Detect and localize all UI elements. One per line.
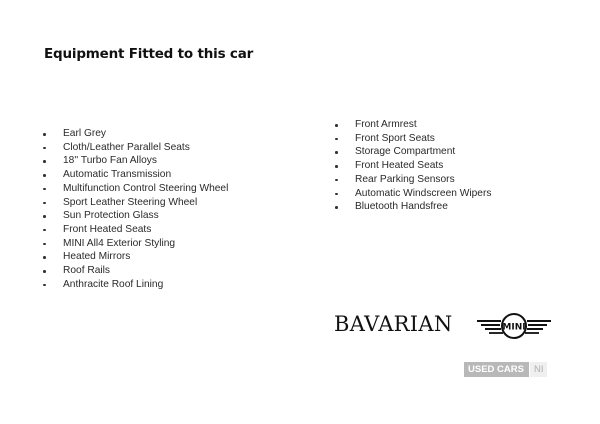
- equipment-item: Anthracite Roof Lining: [43, 278, 228, 292]
- mini-logo-text: MINI: [502, 322, 526, 333]
- equipment-item: Front Heated Seats: [43, 223, 228, 237]
- equipment-item: Heated Mirrors: [43, 250, 228, 264]
- equipment-list-left: [43, 127, 228, 291]
- equipment-item: Front Armrest: [335, 118, 491, 132]
- mini-wings-logo-icon: [475, 312, 553, 340]
- equipment-item: Bluetooth Handsfree: [335, 200, 491, 214]
- equipment-item: Earl Grey: [43, 127, 228, 141]
- equipment-item: Automatic Windscreen Wipers: [335, 187, 491, 201]
- equipment-item: Cloth/Leather Parallel Seats: [43, 141, 228, 155]
- equipment-list-right: [335, 118, 491, 214]
- equipment-item: Sport Leather Steering Wheel: [43, 196, 228, 210]
- equipment-item: MINI All4 Exterior Styling: [43, 237, 228, 251]
- equipment-item: Multifunction Control Steering Wheel: [43, 182, 228, 196]
- equipment-item: Roof Rails: [43, 264, 228, 278]
- equipment-item: Rear Parking Sensors: [335, 173, 491, 187]
- dealer-brand: [334, 312, 564, 342]
- equipment-item: Storage Compartment: [335, 145, 491, 159]
- equipment-item: 18'' Turbo Fan Alloys: [43, 154, 228, 168]
- page-title: Equipment Fitted to this car: [44, 46, 254, 62]
- dealer-name: BAVARIAN: [334, 312, 453, 336]
- used-cars-label: USED CARS: [464, 362, 529, 377]
- equipment-item: Front Sport Seats: [335, 132, 491, 146]
- equipment-item: Sun Protection Glass: [43, 209, 228, 223]
- equipment-item: Automatic Transmission: [43, 168, 228, 182]
- region-label: NI: [529, 362, 548, 377]
- used-cars-badge: [464, 362, 547, 377]
- equipment-item: Front Heated Seats: [335, 159, 491, 173]
